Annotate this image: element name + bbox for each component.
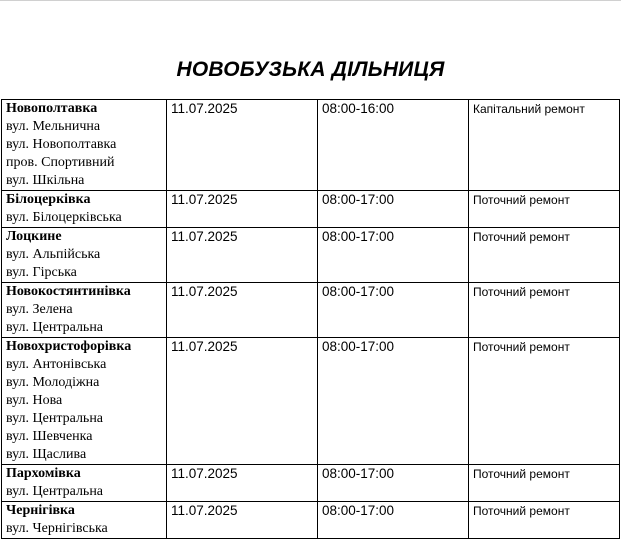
work-type-cell: Поточний ремонт [469, 502, 620, 539]
street-name: пров. Спортивний [6, 155, 115, 170]
street-name: вул. Шевченка [6, 429, 93, 444]
time-cell: 08:00-17:00 [318, 338, 469, 465]
location-cell [2, 100, 167, 191]
street-name: вул. Шкільна [6, 173, 85, 188]
time-cell: 08:00-17:00 [318, 228, 469, 283]
table-row [2, 283, 620, 338]
street-name: вул. Гірська [6, 265, 77, 280]
date-cell: 11.07.2025 [167, 502, 318, 539]
time-cell: 08:00-17:00 [318, 502, 469, 539]
street-name: вул. Щаслива [6, 447, 87, 462]
location-cell [2, 502, 167, 539]
date-cell: 11.07.2025 [167, 338, 318, 465]
time-cell: 08:00-17:00 [318, 465, 469, 502]
village-name: Новохристофорівка [6, 339, 132, 354]
table-row [2, 228, 620, 283]
table-row [2, 100, 620, 191]
date-cell: 11.07.2025 [167, 465, 318, 502]
village-name: Новокостянтинівка [6, 284, 131, 299]
date-cell: 11.07.2025 [167, 191, 318, 228]
table-row [2, 191, 620, 228]
location-cell [2, 228, 167, 283]
date-cell: 11.07.2025 [167, 100, 318, 191]
time-cell: 08:00-17:00 [318, 283, 469, 338]
street-name: вул. Альпійська [6, 247, 101, 262]
village-name: Чернігівка [6, 503, 75, 518]
street-name: вул. Центральна [6, 484, 104, 499]
street-name: вул. Білоцерківська [6, 210, 122, 225]
work-type-cell: Поточний ремонт [469, 283, 620, 338]
work-type-cell: Поточний ремонт [469, 191, 620, 228]
street-name: вул. Антонівська [6, 357, 107, 372]
time-cell: 08:00-17:00 [318, 191, 469, 228]
table-row [2, 465, 620, 502]
village-name: Білоцерківка [6, 192, 91, 207]
location-cell [2, 338, 167, 465]
location-cell [2, 191, 167, 228]
location-cell [2, 283, 167, 338]
top-divider [0, 0, 621, 1]
work-type-cell: Капітальний ремонт [469, 100, 620, 191]
table-row [2, 338, 620, 465]
work-type-cell: Поточний ремонт [469, 465, 620, 502]
village-name: Новополтавка [6, 101, 98, 116]
street-name: вул. Мельнична [6, 119, 101, 134]
street-name: вул. Центральна [6, 320, 104, 335]
page-title: НОВОБУЗЬКА ДІЛЬНИЦЯ [176, 58, 445, 81]
street-name: вул. Центральна [6, 411, 104, 426]
street-name: вул. Чернігівська [6, 521, 108, 536]
table-row [2, 502, 620, 539]
date-cell: 11.07.2025 [167, 228, 318, 283]
work-type-cell: Поточний ремонт [469, 228, 620, 283]
street-name: вул. Новополтавка [6, 137, 117, 152]
date-cell: 11.07.2025 [167, 283, 318, 338]
location-cell [2, 465, 167, 502]
street-name: вул. Нова [6, 393, 63, 408]
village-name: Пархомівка [6, 466, 81, 481]
outage-schedule-table [1, 99, 620, 539]
work-type-cell: Поточний ремонт [469, 338, 620, 465]
time-cell: 08:00-16:00 [318, 100, 469, 191]
street-name: вул. Зелена [6, 302, 73, 317]
village-name: Лоцкине [6, 229, 62, 244]
street-name: вул. Молодіжна [6, 375, 100, 390]
